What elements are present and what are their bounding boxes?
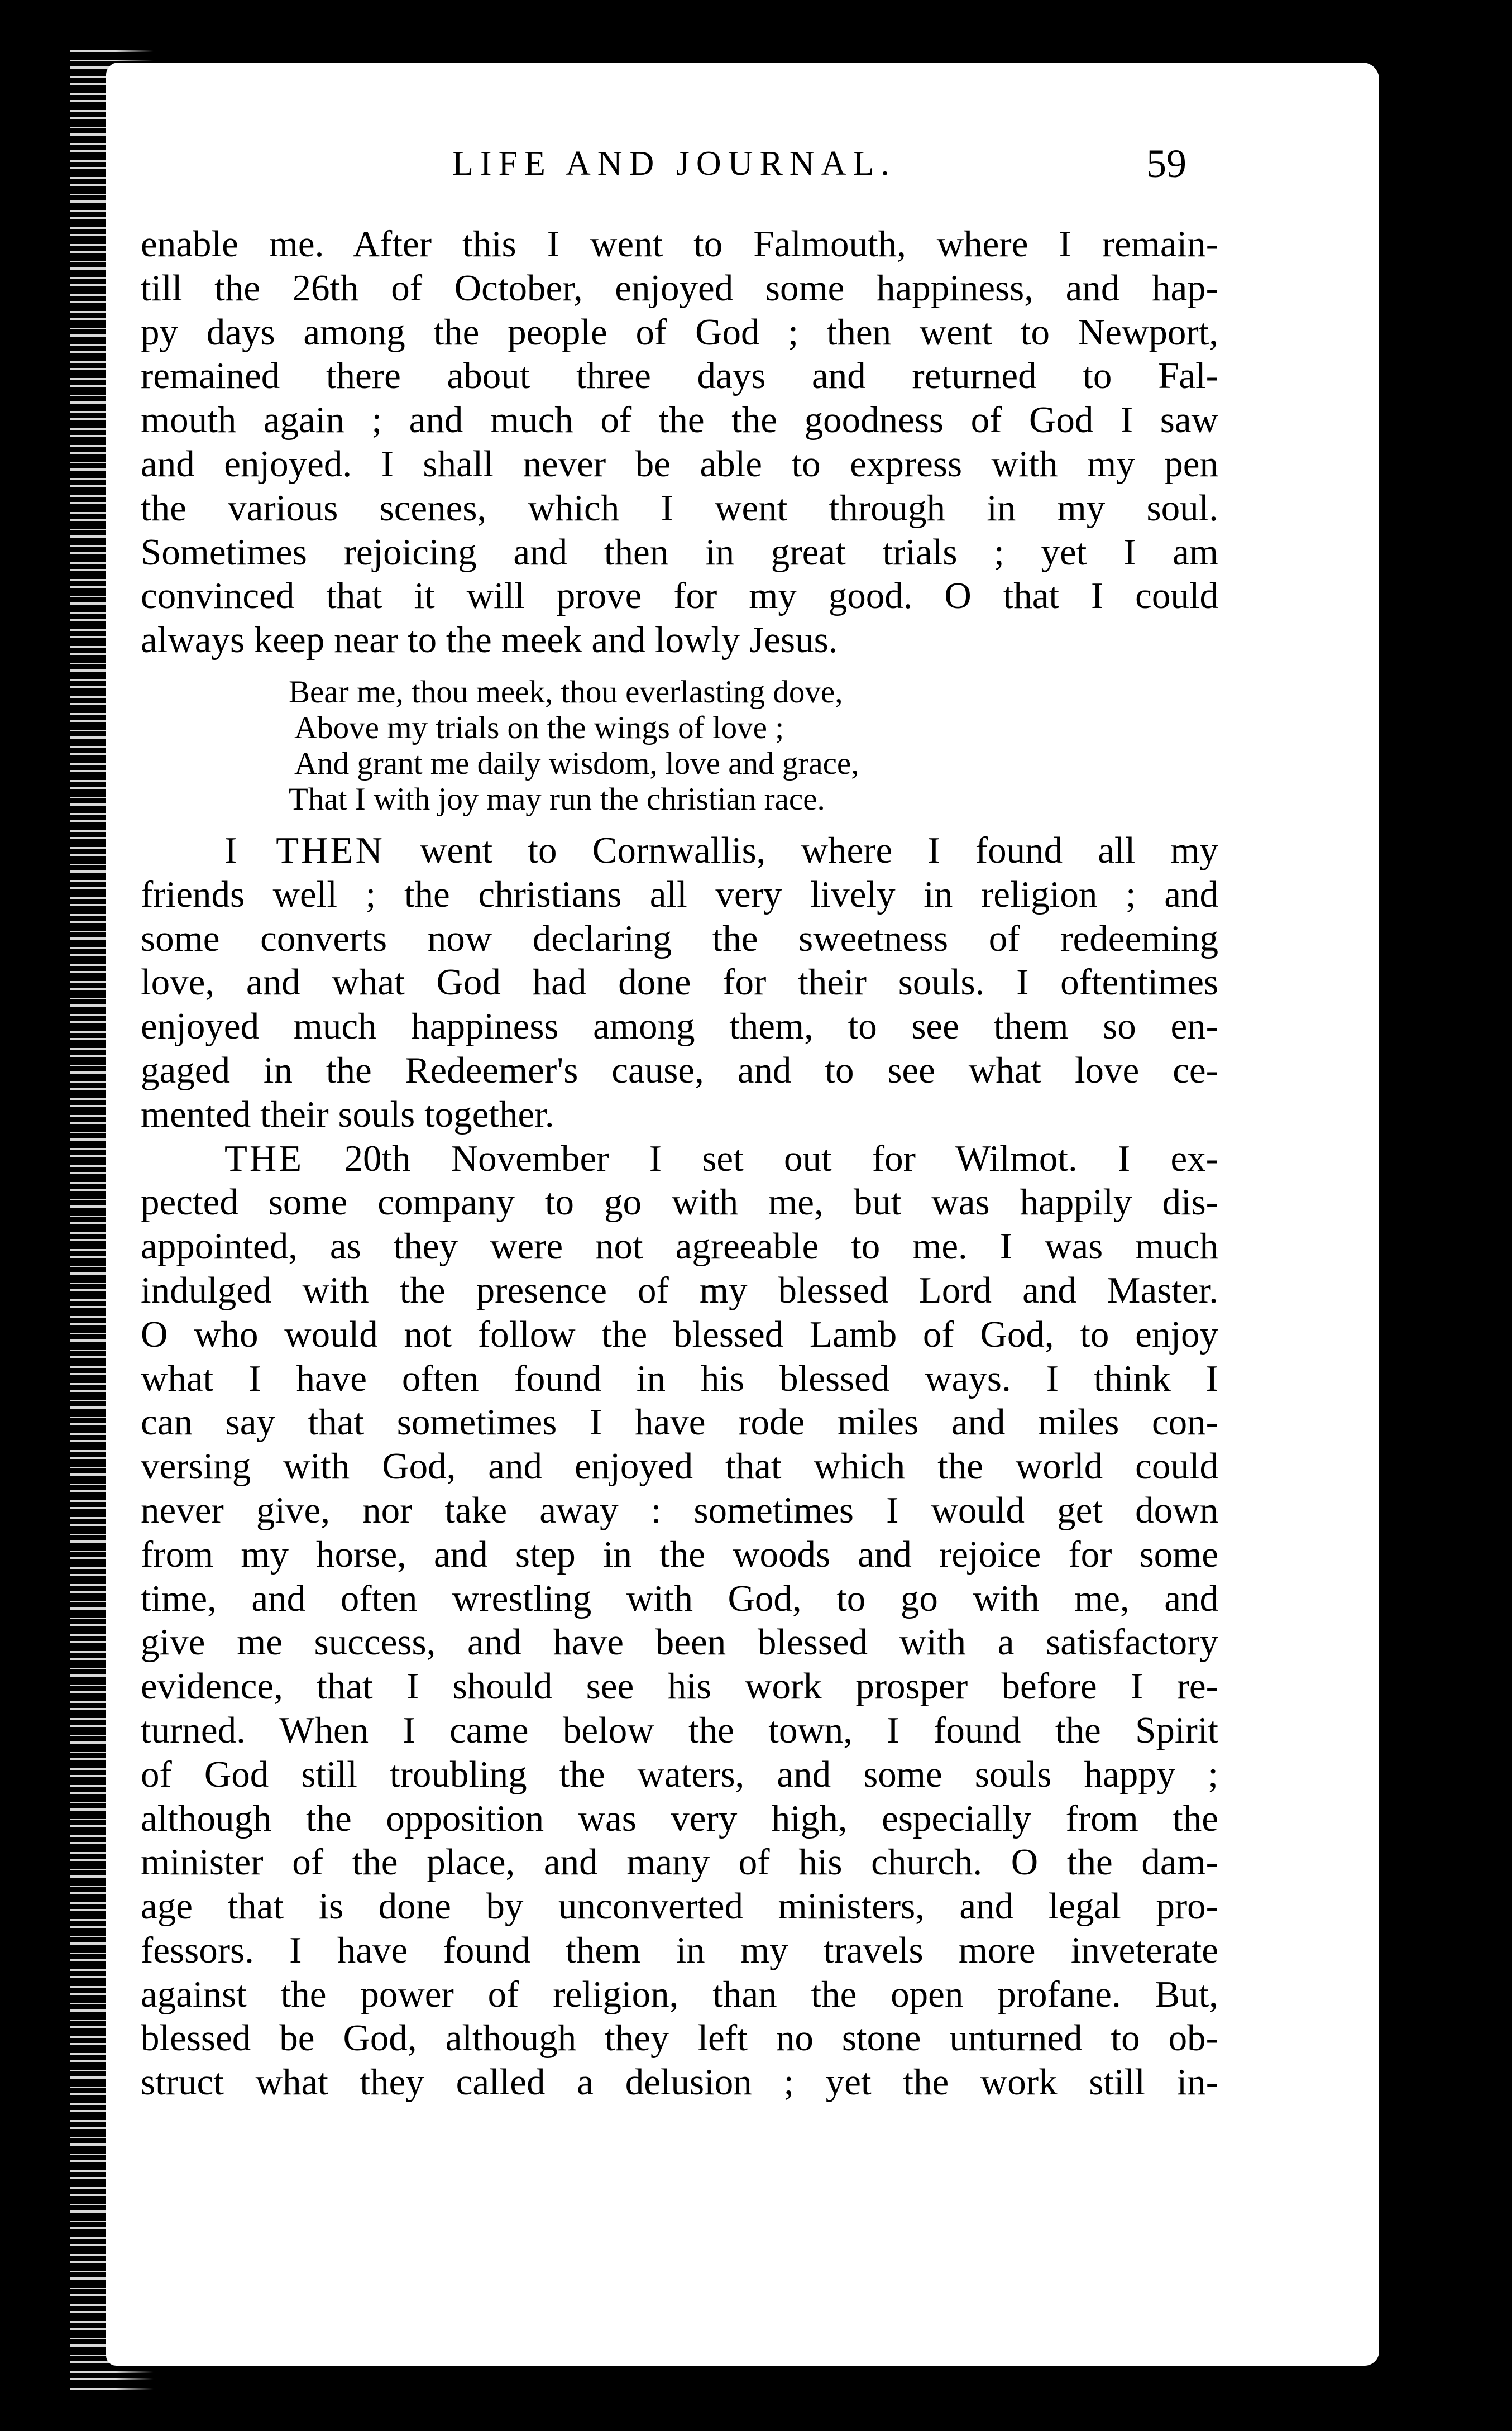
text-line: always keep near to the meek and lowly Jesus. <box>141 619 838 661</box>
verse-line: Bear me, thou meek, thou everlasting dove, <box>289 674 843 710</box>
text-line <box>141 829 1218 873</box>
verse-line: That I with joy may run the christian race. <box>289 781 825 817</box>
page-number: 59 <box>1146 141 1186 186</box>
body-text <box>141 222 1218 2104</box>
text-line: convinced that it will prove for my good. O that I could <box>141 575 1218 617</box>
text-line: although the opposition was very high, especially from the <box>141 1797 1218 1839</box>
text-line: of God still troubling the waters, and some souls happy ; <box>141 1753 1218 1795</box>
text-run: 20th November I set out for Wilmot. I ex- <box>344 1137 1218 1179</box>
text-line: indulged with the presence of my blessed Lord and Master. <box>141 1269 1218 1311</box>
text-line: time, and often wrestling with God, to go with me, and <box>141 1577 1218 1619</box>
text-line: enable me. After this I went to Falmouth, where I remain- <box>141 223 1218 265</box>
paragraph-2 <box>141 829 1218 1137</box>
text-line: love, and what God had done for their souls. I oftentimes <box>141 961 1218 1003</box>
text-line: till the 26th of October, enjoyed some happiness, and hap- <box>141 267 1218 309</box>
text-line: appointed, as they were not agreeable to me. I was much <box>141 1226 1218 1267</box>
running-head: LIFE AND JOURNAL. <box>452 145 896 183</box>
text-line: py days among the people of God ; then went to Newport, <box>141 311 1218 353</box>
paragraph-lead: THE <box>224 1137 304 1179</box>
verse-line: And grant me daily wisdom, love and grace, <box>294 745 859 781</box>
text-line: O who would not follow the blessed Lamb of God, to enjoy <box>141 1313 1218 1355</box>
text-line: mented their souls together. <box>141 1093 554 1135</box>
text-line: Sometimes rejoicing and then in great trials ; yet I am <box>141 531 1218 573</box>
text-line: and enjoyed. I shall never be able to express with my pen <box>141 443 1218 485</box>
text-line: pected some company to go with me, but was happily dis- <box>141 1181 1218 1223</box>
text-line: versing with God, and enjoyed that which the world could <box>141 1446 1218 1487</box>
text-line: minister of the place, and many of his church. O the dam- <box>141 1841 1218 1883</box>
text-line: blessed be God, although they left no stone unturned to ob- <box>141 2017 1218 2059</box>
page-header <box>0 141 1512 189</box>
paragraph-3 <box>141 1137 1218 2105</box>
text-line: friends well ; the christians all very lively in religion ; and <box>141 873 1218 915</box>
text-line: the various scenes, which I went through in my soul. <box>141 487 1218 529</box>
text-line <box>141 1137 1218 1181</box>
text-line: from my horse, and step in the woods and rejoice for some <box>141 1533 1218 1575</box>
text-line: give me success, and have been blessed with a satisfactory <box>141 1621 1218 1663</box>
verse-line: Above my trials on the wings of love ; <box>294 710 784 745</box>
text-line: enjoyed much happiness among them, to see them so en- <box>141 1006 1218 1047</box>
text-line: what I have often found in his blessed ways. I think I <box>141 1357 1218 1399</box>
paragraph-1 <box>141 222 1218 662</box>
text-line: remained there about three days and returned to Fal- <box>141 355 1218 397</box>
verse-quote <box>289 674 1126 817</box>
text-line: mouth again ; and much of the the goodness of God I saw <box>141 399 1218 441</box>
text-line: against the power of religion, than the open profane. But, <box>141 1973 1218 2015</box>
text-line: age that is done by unconverted ministers, and legal pro- <box>141 1886 1218 1927</box>
text-line: turned. When I came below the town, I found the Spirit <box>141 1709 1218 1751</box>
text-line: struct what they called a delusion ; yet the work still in- <box>141 2061 1218 2103</box>
text-line: some converts now declaring the sweetness of redeeming <box>141 917 1218 959</box>
text-run: went to Cornwallis, where I found all my <box>420 829 1218 871</box>
text-line: gaged in the Redeemer's cause, and to see what love ce- <box>141 1049 1218 1091</box>
paragraph-lead: I THEN <box>224 829 385 871</box>
text-line: fessors. I have found them in my travels more inveterate <box>141 1929 1218 1971</box>
text-line: evidence, that I should see his work prosper before I re- <box>141 1666 1218 1707</box>
text-line: never give, nor take away : sometimes I would get down <box>141 1489 1218 1531</box>
text-line: can say that sometimes I have rode miles and miles con- <box>141 1401 1218 1443</box>
